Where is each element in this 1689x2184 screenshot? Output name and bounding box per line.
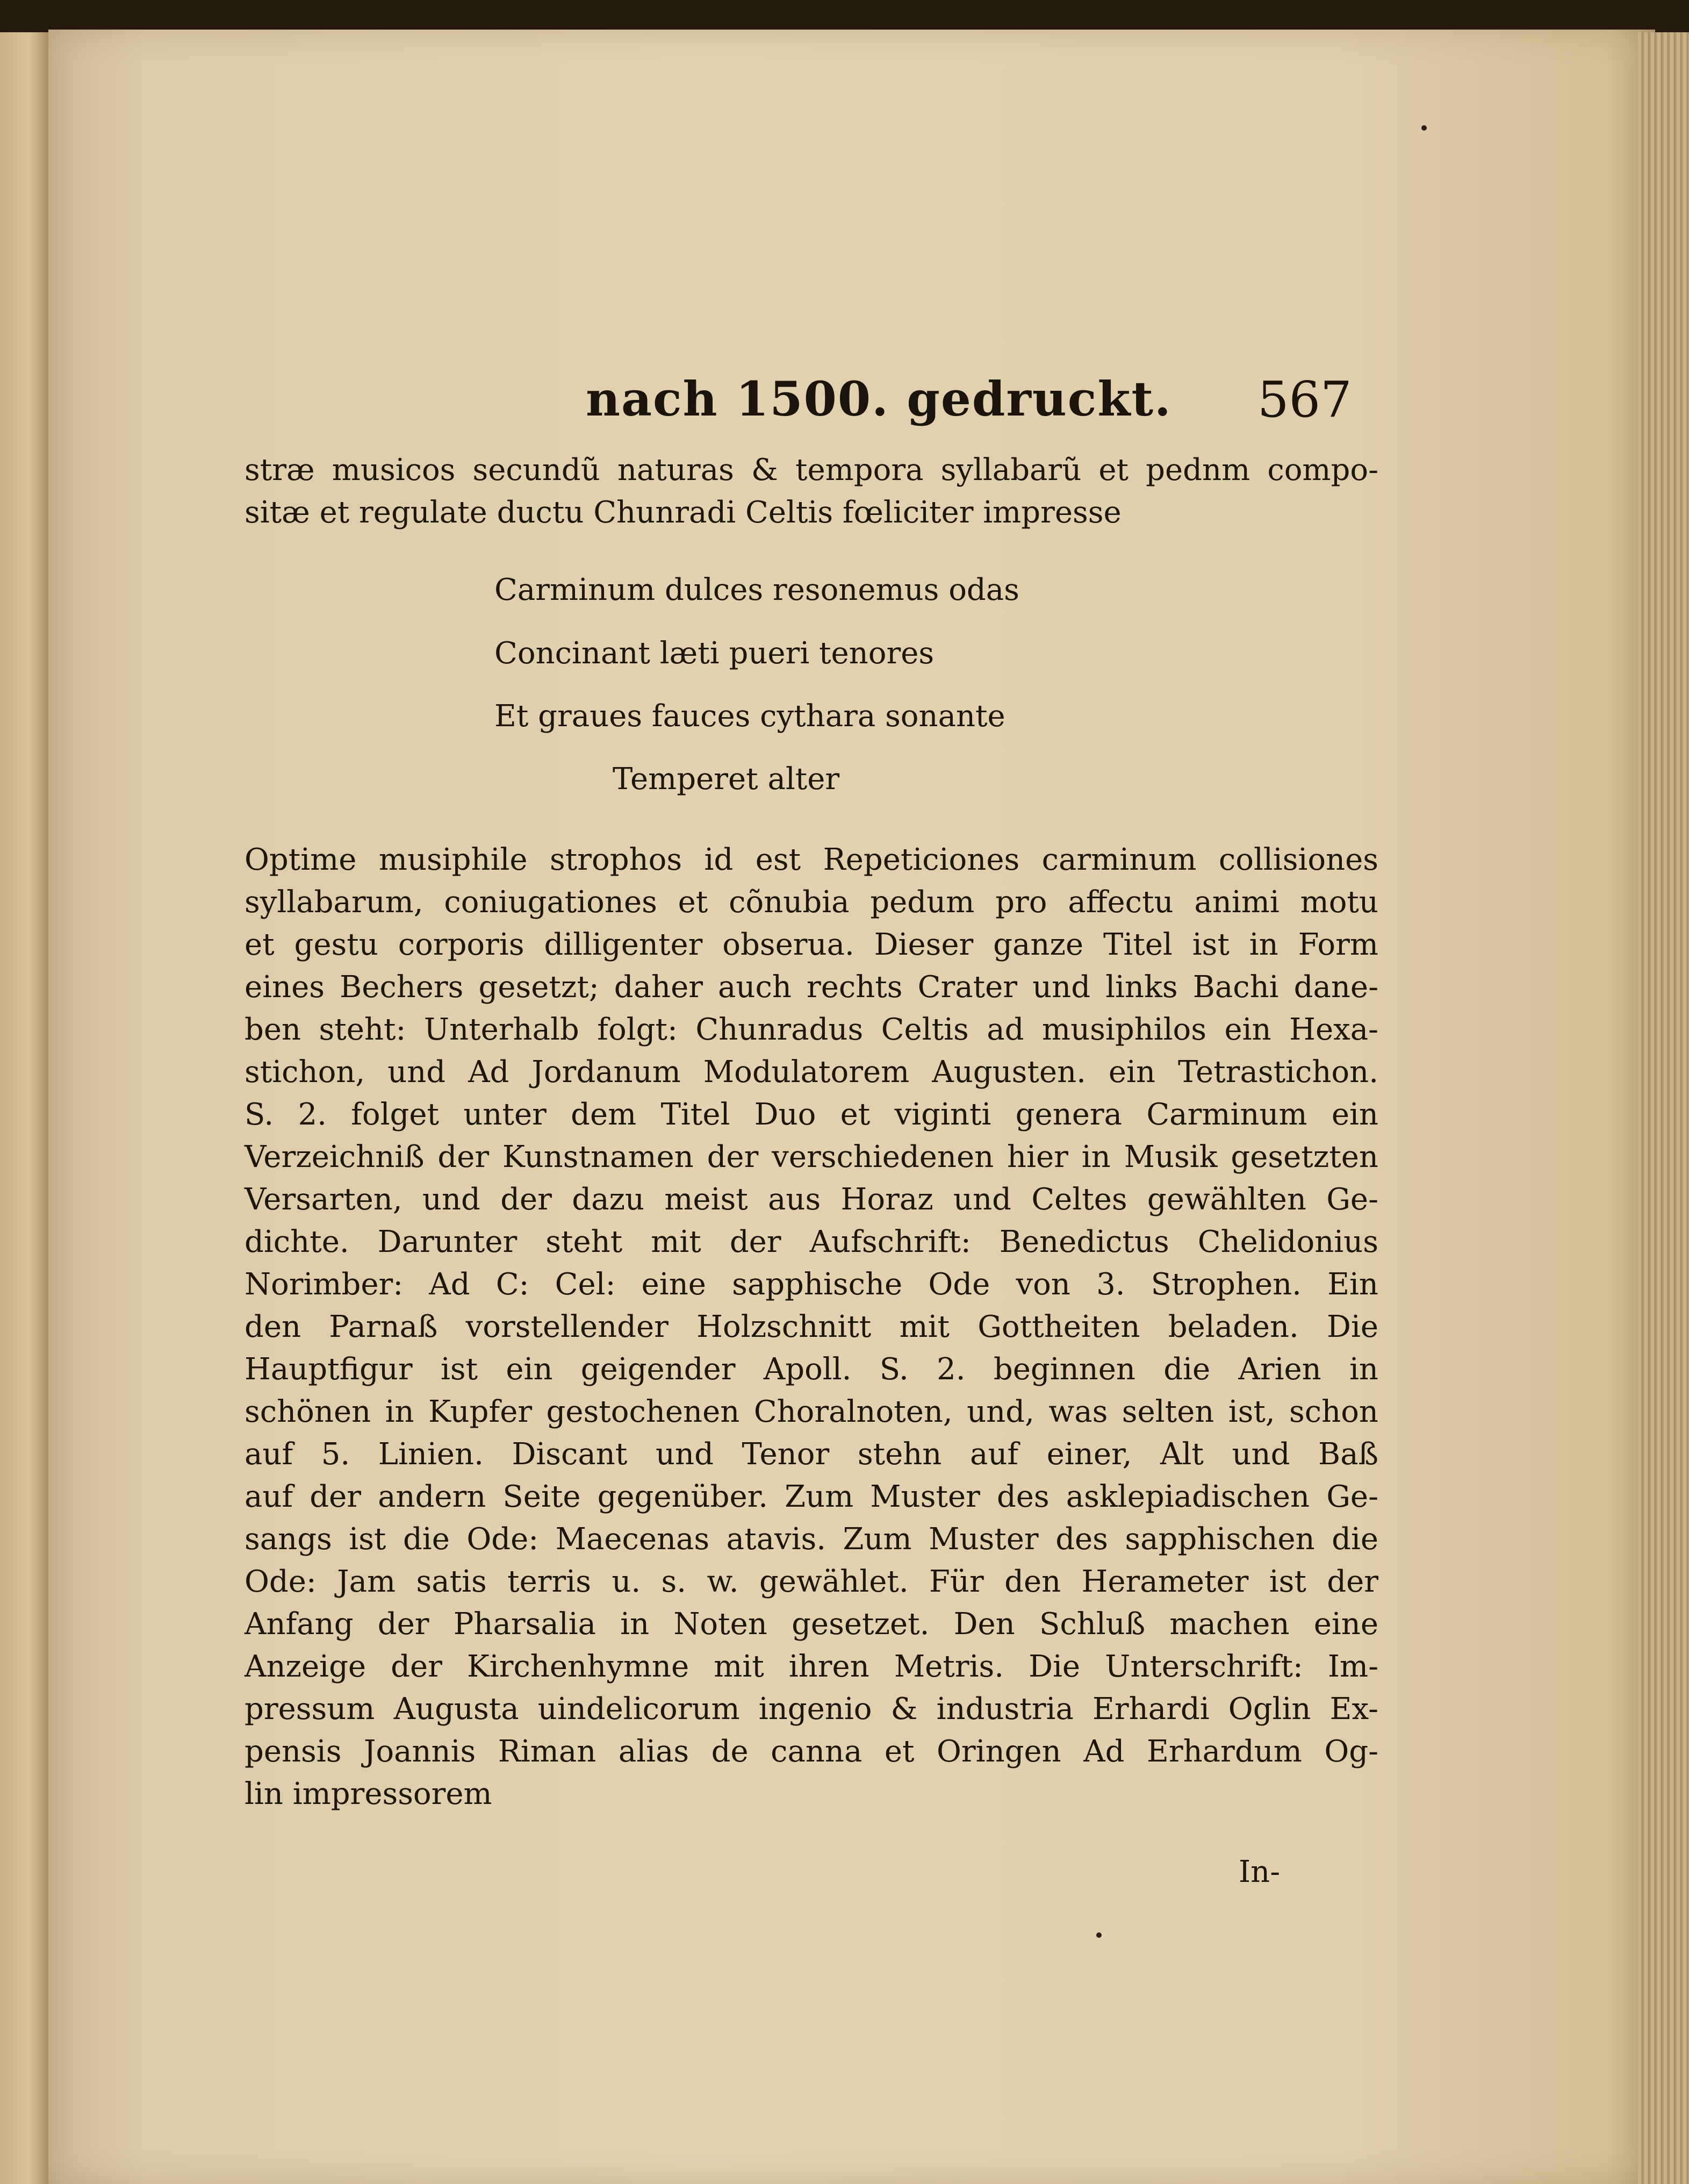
text-line: Verzeichniß der Kunstnamen der verschiedenen hier in Musik gesetzten	[245, 1140, 1378, 1175]
catchword: In-	[1239, 1854, 1281, 1889]
text-line: ben steht: Unterhalb folgt: Chunradus Celtis ad musiphilos ein Hexa-	[245, 1012, 1378, 1047]
body-paragraph	[245, 839, 1378, 1815]
text-line: schönen in Kupfer gestochenen Choralnoten, und, was selten ist, schon	[245, 1394, 1378, 1429]
text-line: syllabarum, coniugationes et cõnubia pedum pro affectu animi motu	[245, 885, 1378, 920]
page-stack-edge	[1638, 32, 1689, 2184]
page	[48, 30, 1655, 2184]
running-head	[48, 371, 1655, 435]
text-line: den Parnaß vorstellender Holzschnitt mit Gottheiten beladen. Die	[245, 1309, 1378, 1344]
text-line: stichon, und Ad Jordanum Modulatorem Augusten. ein Tetrastichon.	[245, 1055, 1378, 1090]
running-head-title: nach 1500. gedruckt.	[586, 371, 1172, 427]
verse-line: Et graues fauces cythara sonante	[494, 699, 1005, 734]
intro-paragraph	[245, 449, 1378, 534]
text-line: auf 5. Linien. Discant und Tenor stehn auf einer, Alt und Baß	[245, 1437, 1378, 1472]
text-line: et gestu corporis dilligenter obserua. Dieser ganze Titel ist in Form	[245, 927, 1378, 962]
page-number: 567	[1257, 371, 1352, 428]
text-line: pressum Augusta uindelicorum ingenio & industria Erhardi Oglin Ex-	[245, 1692, 1378, 1727]
text-line: Ode: Jam satis terris u. s. w. gewählet. Für den Herameter ist der	[245, 1564, 1378, 1599]
previous-page-edge	[0, 32, 48, 2184]
text-line: stræ musicos secundũ naturas & tempora syllabarũ et pednm compo-	[245, 453, 1378, 488]
text-line: Hauptfigur ist ein geigender Apoll. S. 2. beginnen die Arien in	[245, 1352, 1378, 1387]
verse-line: Concinant læti pueri tenores	[494, 636, 935, 671]
text-line: pensis Joannis Riman alias de canna et Oringen Ad Erhardum Og-	[245, 1734, 1378, 1769]
text-line: Optime musiphile strophos id est Repeticiones carminum collisiones	[245, 842, 1378, 877]
paper-speck	[1421, 125, 1427, 131]
text-line: dichte. Darunter steht mit der Aufschrift: Benedictus Chelidonius	[245, 1225, 1378, 1259]
text-line: eines Bechers gesetzt; daher auch rechts Crater und links Bachi dane-	[245, 970, 1378, 1005]
text-line: sitæ et regulate ductu Chunradi Celtis fœliciter impresse	[245, 495, 1122, 530]
verse-line: Carminum dulces resonemus odas	[494, 572, 1019, 607]
text-line: lin impressorem	[245, 1777, 492, 1811]
paper-speck	[1096, 1932, 1102, 1938]
text-line: sangs ist die Ode: Maecenas atavis. Zum Muster des sapphischen die	[245, 1522, 1378, 1557]
text-line: Versarten, und der dazu meist aus Horaz und Celtes gewählten Ge-	[245, 1182, 1378, 1217]
text-line: Anfang der Pharsalia in Noten gesetzet. Den Schluß machen eine	[245, 1607, 1378, 1642]
text-line: S. 2. folget unter dem Titel Duo et viginti genera Carminum ein	[245, 1097, 1378, 1132]
verse-line: Temperet alter	[613, 762, 840, 797]
text-line: Norimber: Ad C: Cel: eine sapphische Ode von 3. Strophen. Ein	[245, 1267, 1378, 1302]
text-line: Anzeige der Kirchenhymne mit ihren Metris. Die Unterschrift: Im-	[245, 1649, 1378, 1684]
text-line: auf der andern Seite gegenüber. Zum Muster des asklepiadischen Ge-	[245, 1479, 1378, 1514]
